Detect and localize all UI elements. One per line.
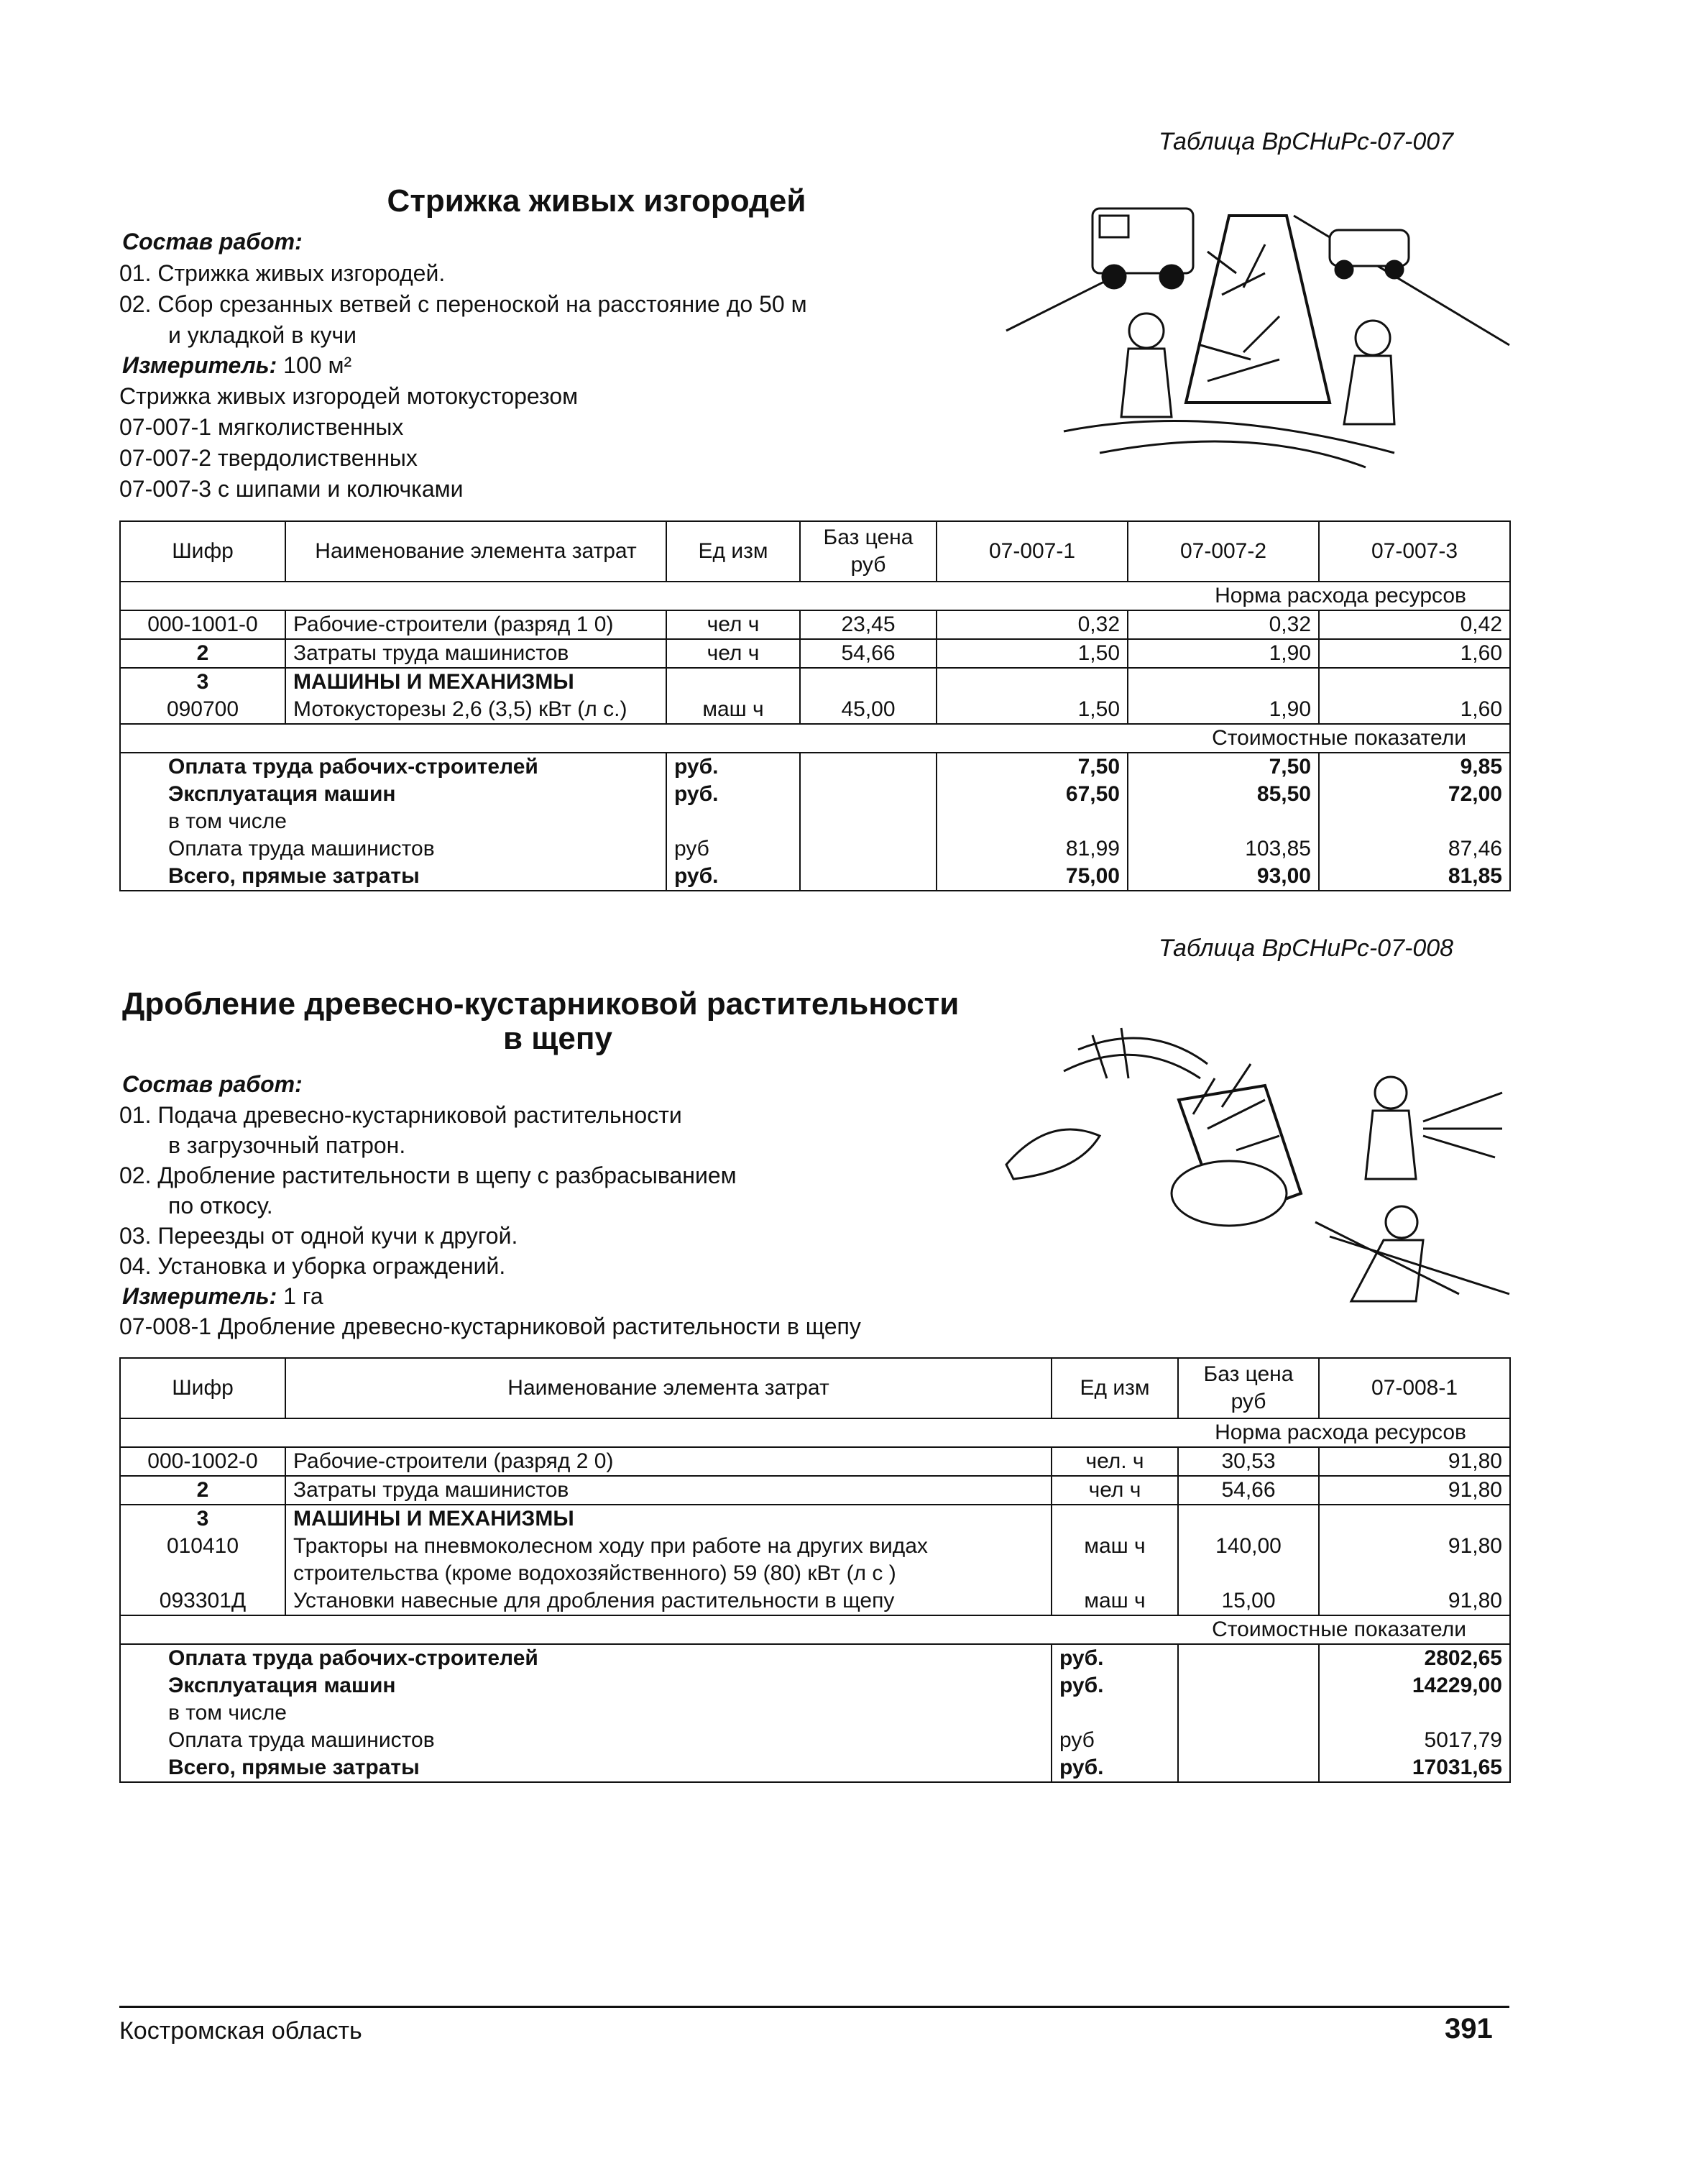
row-unit: чел ч bbox=[666, 610, 800, 639]
cost-value-1: 67,50 bbox=[937, 781, 1128, 808]
row-name: Рабочие-строители (разряд 2 0) bbox=[285, 1447, 1052, 1476]
row-value-1: 1,50 bbox=[937, 639, 1128, 668]
header-unit: Ед изм bbox=[666, 521, 800, 582]
header-unit: Ед изм bbox=[1052, 1358, 1178, 1418]
hedge-trimming-illustration bbox=[992, 187, 1524, 474]
resource-table-07-007 bbox=[119, 520, 1511, 891]
cost-value-2: 93,00 bbox=[1128, 863, 1319, 891]
cost-value-3: 9,85 bbox=[1319, 753, 1510, 781]
row-price: 15,00 bbox=[1178, 1587, 1319, 1615]
row-value-1: 91,80 bbox=[1319, 1587, 1510, 1615]
cost-row bbox=[120, 1727, 1510, 1754]
work-item: 04. Установка и уборка ограждений. bbox=[119, 1253, 506, 1279]
cost-value-1: 17031,65 bbox=[1319, 1754, 1510, 1782]
cost-name: в том числе bbox=[120, 1699, 1052, 1727]
work-item: в загрузочный патрон. bbox=[168, 1132, 406, 1158]
cost-row bbox=[120, 1672, 1510, 1699]
work-item: 02. Сбор срезанных ветвей с переноской на расстояние до 50 м bbox=[119, 291, 807, 317]
table-label: Таблица ВрСНиРс-07-007 bbox=[1159, 128, 1454, 155]
row-unit: чел ч bbox=[666, 639, 800, 668]
table-row bbox=[120, 1533, 1510, 1587]
cost-row bbox=[120, 781, 1510, 808]
header-code: Шифр bbox=[120, 1358, 285, 1418]
item-line: 07-007-2 твердолиственных bbox=[119, 445, 418, 471]
row-price: 140,00 bbox=[1178, 1533, 1319, 1587]
work-item: и укладкой в кучи bbox=[168, 322, 356, 348]
table-header-row bbox=[120, 521, 1510, 582]
section-label-row bbox=[120, 1418, 1510, 1447]
row-value-1: 91,80 bbox=[1319, 1476, 1510, 1505]
cost-unit: руб. bbox=[666, 781, 800, 808]
cost-row bbox=[120, 1699, 1510, 1727]
cost-value-3: 87,46 bbox=[1319, 835, 1510, 863]
cost-value-2: 85,50 bbox=[1128, 781, 1319, 808]
row-value-3: 1,60 bbox=[1319, 696, 1510, 724]
row-code: 010410 bbox=[120, 1533, 285, 1587]
row-unit: маш ч bbox=[666, 696, 800, 724]
row-unit: маш ч bbox=[1052, 1533, 1178, 1587]
cost-name: Эксплуатация машин bbox=[120, 1672, 1052, 1699]
row-value-2: 1,90 bbox=[1128, 639, 1319, 668]
cost-name: Оплата труда машинистов bbox=[120, 835, 666, 863]
cost-value-2: 103,85 bbox=[1128, 835, 1319, 863]
section-label-row bbox=[120, 1615, 1510, 1644]
cost-row bbox=[120, 753, 1510, 781]
row-code: 000-1001-0 bbox=[120, 610, 285, 639]
work-item: 02. Дробление растительности в щепу с разбрасыванием bbox=[119, 1162, 737, 1188]
table-label: Таблица ВрСНиРс-07-008 bbox=[1159, 935, 1454, 962]
page-number: 391 bbox=[1445, 2013, 1493, 2045]
cost-value-2: 7,50 bbox=[1128, 753, 1319, 781]
measure-label: Измеритель: bbox=[122, 352, 277, 378]
cost-unit: руб. bbox=[1052, 1754, 1178, 1782]
header-name: Наименование элемента затрат bbox=[285, 1358, 1052, 1418]
row-name bbox=[285, 1533, 1052, 1587]
row-value-1: 0,32 bbox=[937, 610, 1128, 639]
wood-chipper-illustration bbox=[992, 1006, 1524, 1330]
cost-value-1: 5017,79 bbox=[1319, 1727, 1510, 1754]
row-code: 2 bbox=[120, 639, 285, 668]
table-row bbox=[120, 1447, 1510, 1476]
table-row bbox=[120, 668, 1510, 696]
row-value-1: 91,80 bbox=[1319, 1533, 1510, 1587]
table-header-row bbox=[120, 1358, 1510, 1418]
work-item: по откосу. bbox=[168, 1193, 273, 1219]
row-name: Мотокусторезы 2,6 (3,5) кВт (л с.) bbox=[285, 696, 666, 724]
composition-label: Состав работ: bbox=[122, 229, 303, 254]
row-name: Рабочие-строители (разряд 1 0) bbox=[285, 610, 666, 639]
cost-unit: руб. bbox=[666, 863, 800, 891]
row-unit: чел ч bbox=[1052, 1476, 1178, 1505]
row-code: 2 bbox=[120, 1476, 285, 1505]
work-item: 01. Стрижка живых изгородей. bbox=[119, 260, 446, 286]
row-name: Затраты труда машинистов bbox=[285, 1476, 1052, 1505]
cost-value-1: 81,99 bbox=[937, 835, 1128, 863]
header-col-1: 07-008-1 bbox=[1319, 1358, 1510, 1418]
cost-value-1: 75,00 bbox=[937, 863, 1128, 891]
cost-value-1: 14229,00 bbox=[1319, 1672, 1510, 1699]
resource-table-07-008 bbox=[119, 1357, 1511, 1783]
row-price: 30,53 bbox=[1178, 1447, 1319, 1476]
footer-rule bbox=[119, 2006, 1509, 2008]
row-price: 45,00 bbox=[800, 696, 937, 724]
header-name: Наименование элемента затрат bbox=[285, 521, 666, 582]
cost-row bbox=[120, 1644, 1510, 1672]
cost-unit: руб. bbox=[1052, 1644, 1178, 1672]
row-code: 000-1002-0 bbox=[120, 1447, 285, 1476]
table-row bbox=[120, 639, 1510, 668]
measure-value: 1 га bbox=[283, 1283, 323, 1309]
cost-label: Стоимостные показатели bbox=[120, 1615, 1510, 1644]
header-price: Баз цена руб bbox=[1178, 1358, 1319, 1418]
cost-name: Всего, прямые затраты bbox=[120, 1754, 1052, 1782]
cost-row bbox=[120, 808, 1510, 835]
cost-name: Всего, прямые затраты bbox=[120, 863, 666, 891]
measure-line bbox=[122, 1283, 323, 1310]
header-price: Баз цена руб bbox=[800, 521, 937, 582]
header-col-3: 07-007-3 bbox=[1319, 521, 1510, 582]
header-col-2: 07-007-2 bbox=[1128, 521, 1319, 582]
cost-value-1: 2802,65 bbox=[1319, 1644, 1510, 1672]
row-code: 3 bbox=[120, 668, 285, 696]
cost-value-1: 7,50 bbox=[937, 753, 1128, 781]
table-row bbox=[120, 1587, 1510, 1615]
row-value-3: 0,42 bbox=[1319, 610, 1510, 639]
measure-label: Измеритель: bbox=[122, 1283, 277, 1309]
section-label-row bbox=[120, 582, 1510, 610]
cost-row bbox=[120, 863, 1510, 891]
row-value-1: 1,50 bbox=[937, 696, 1128, 724]
measure-line bbox=[122, 352, 351, 379]
row-name: Установки навесные для дробления растительности в щепу bbox=[285, 1587, 1052, 1615]
cost-unit: руб. bbox=[666, 753, 800, 781]
work-item: 03. Переезды от одной кучи к другой. bbox=[119, 1223, 518, 1249]
row-name-line-1: Тракторы на пневмоколесном ходу при работе на других видах bbox=[293, 1534, 928, 1558]
item-line: 07-008-1 Дробление древесно-кустарниковой растительности в щепу bbox=[119, 1313, 861, 1339]
item-line: 07-007-3 с шипами и колючками bbox=[119, 476, 464, 502]
cost-unit: руб. bbox=[1052, 1672, 1178, 1699]
row-value-2: 0,32 bbox=[1128, 610, 1319, 639]
row-price: 54,66 bbox=[800, 639, 937, 668]
row-value-1: 91,80 bbox=[1319, 1447, 1510, 1476]
cost-value-3: 81,85 bbox=[1319, 863, 1510, 891]
header-code: Шифр bbox=[120, 521, 285, 582]
cost-name: в том числе bbox=[120, 808, 666, 835]
cost-row bbox=[120, 835, 1510, 863]
cost-name: Оплата труда рабочих-строителей bbox=[120, 753, 666, 781]
section-title: Стрижка живых изгородей bbox=[387, 183, 806, 219]
cost-row bbox=[120, 1754, 1510, 1782]
composition-label: Состав работ: bbox=[122, 1071, 303, 1097]
norm-label: Норма расхода ресурсов bbox=[120, 1418, 1510, 1447]
row-name: МАШИНЫ И МЕХАНИЗМЫ bbox=[285, 1505, 1052, 1533]
cost-name: Оплата труда машинистов bbox=[120, 1727, 1052, 1754]
row-code: 093301Д bbox=[120, 1587, 285, 1615]
table-row bbox=[120, 1505, 1510, 1533]
cost-label: Стоимостные показатели bbox=[120, 724, 1510, 753]
table-row bbox=[120, 610, 1510, 639]
row-price: 23,45 bbox=[800, 610, 937, 639]
norm-label: Норма расхода ресурсов bbox=[120, 582, 1510, 610]
row-unit: чел. ч bbox=[1052, 1447, 1178, 1476]
cost-unit: руб bbox=[1052, 1727, 1178, 1754]
method-text: Стрижка живых изгородей мотокусторезом bbox=[119, 383, 579, 409]
work-item: 01. Подача древесно-кустарниковой растительности bbox=[119, 1102, 682, 1128]
row-name: Затраты труда машинистов bbox=[285, 639, 666, 668]
row-name: МАШИНЫ И МЕХАНИЗМЫ bbox=[285, 668, 666, 696]
cost-unit: руб bbox=[666, 835, 800, 863]
header-col-1: 07-007-1 bbox=[937, 521, 1128, 582]
section-label-row bbox=[120, 724, 1510, 753]
table-row bbox=[120, 1476, 1510, 1505]
section-title-line-2: в щепу bbox=[503, 1021, 612, 1056]
item-line: 07-007-1 мягколиственных bbox=[119, 414, 404, 440]
measure-value: 100 м² bbox=[283, 352, 352, 378]
footer-region: Костромская область bbox=[119, 2017, 362, 2045]
row-code: 090700 bbox=[120, 696, 285, 724]
section-title: Дробление древесно-кустарниковой растительности bbox=[122, 986, 960, 1022]
row-price: 54,66 bbox=[1178, 1476, 1319, 1505]
row-code: 3 bbox=[120, 1505, 285, 1533]
row-name-line-2: строительства (кроме водохозяйственного) 59 (80) кВт (л с ) bbox=[293, 1561, 896, 1585]
cost-value-3: 72,00 bbox=[1319, 781, 1510, 808]
cost-name: Эксплуатация машин bbox=[120, 781, 666, 808]
cost-name: Оплата труда рабочих-строителей bbox=[120, 1644, 1052, 1672]
row-value-2: 1,90 bbox=[1128, 696, 1319, 724]
table-row bbox=[120, 696, 1510, 724]
row-unit: маш ч bbox=[1052, 1587, 1178, 1615]
row-value-3: 1,60 bbox=[1319, 639, 1510, 668]
